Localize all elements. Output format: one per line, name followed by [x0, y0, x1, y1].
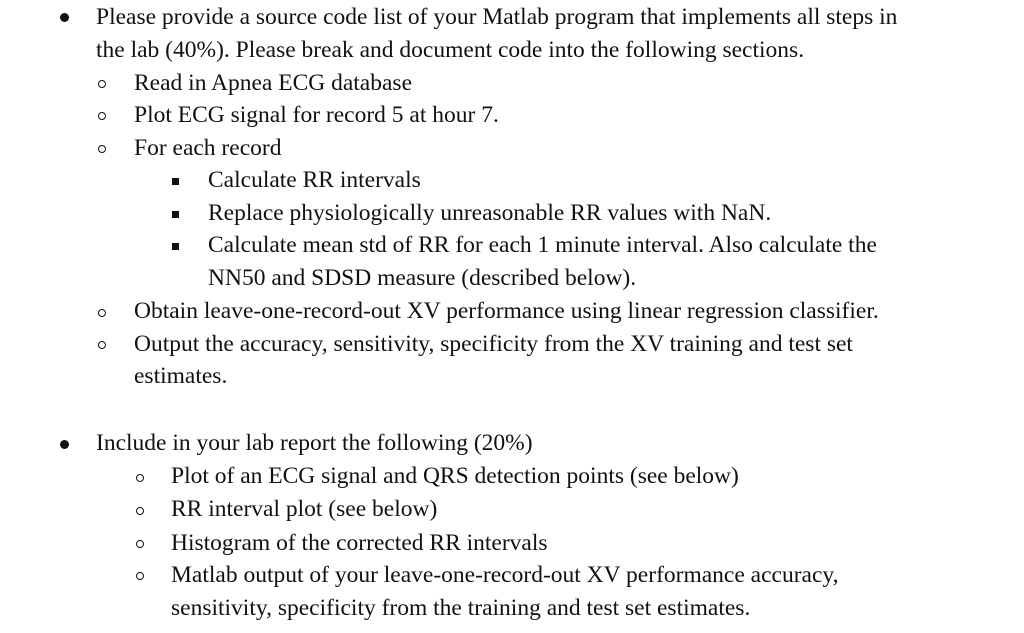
sub-list-item: Calculate RR intervals: [208, 167, 421, 193]
sub-list-item-continuation: NN50 and SDSD measure (described below).: [208, 265, 637, 291]
list-item: Matlab output of your leave-one-record-out XV performance accuracy,: [171, 562, 839, 588]
section1-text-line1: Please provide a source code list of your Matlab program that implements all steps in: [96, 4, 898, 30]
bullet-dot-icon: [60, 13, 69, 22]
list-item: Read in Apnea ECG database: [134, 70, 412, 96]
square-bullet-icon: [172, 243, 179, 250]
hollow-circle-bullet-icon: [98, 309, 106, 317]
list-item: For each record: [134, 135, 282, 161]
section1-text-line2: the lab (40%). Please break and document code into the following sections.: [96, 37, 805, 63]
list-item: Obtain leave-one-record-out XV performance using linear regression classifier.: [134, 298, 879, 324]
hollow-circle-bullet-icon: [136, 540, 144, 548]
list-item: Output the accuracy, sensitivity, specificity from the XV training and test set: [134, 331, 853, 357]
hollow-circle-bullet-icon: [98, 112, 106, 120]
hollow-circle-bullet-icon: [136, 572, 144, 580]
sub-list-item: Replace physiologically unreasonable RR values with NaN.: [208, 200, 772, 226]
sub-list-item: Calculate mean std of RR for each 1 minute interval. Also calculate the: [208, 232, 877, 258]
list-item: RR interval plot (see below): [171, 496, 438, 522]
list-item: Plot of an ECG signal and QRS detection points (see below): [171, 463, 739, 489]
bullet-dot-icon: [60, 440, 69, 449]
hollow-circle-bullet-icon: [98, 341, 106, 349]
hollow-circle-bullet-icon: [136, 474, 144, 482]
list-item: Histogram of the corrected RR intervals: [171, 530, 548, 556]
list-item-continuation: sensitivity, specificity from the training and test set estimates.: [171, 595, 751, 621]
hollow-circle-bullet-icon: [98, 80, 106, 88]
section2-text: Include in your lab report the following (20%): [96, 430, 533, 456]
square-bullet-icon: [172, 178, 179, 185]
square-bullet-icon: [172, 211, 179, 218]
hollow-circle-bullet-icon: [136, 507, 144, 515]
list-item-continuation: estimates.: [134, 363, 228, 389]
list-item: Plot ECG signal for record 5 at hour 7.: [134, 102, 499, 128]
hollow-circle-bullet-icon: [98, 145, 106, 153]
